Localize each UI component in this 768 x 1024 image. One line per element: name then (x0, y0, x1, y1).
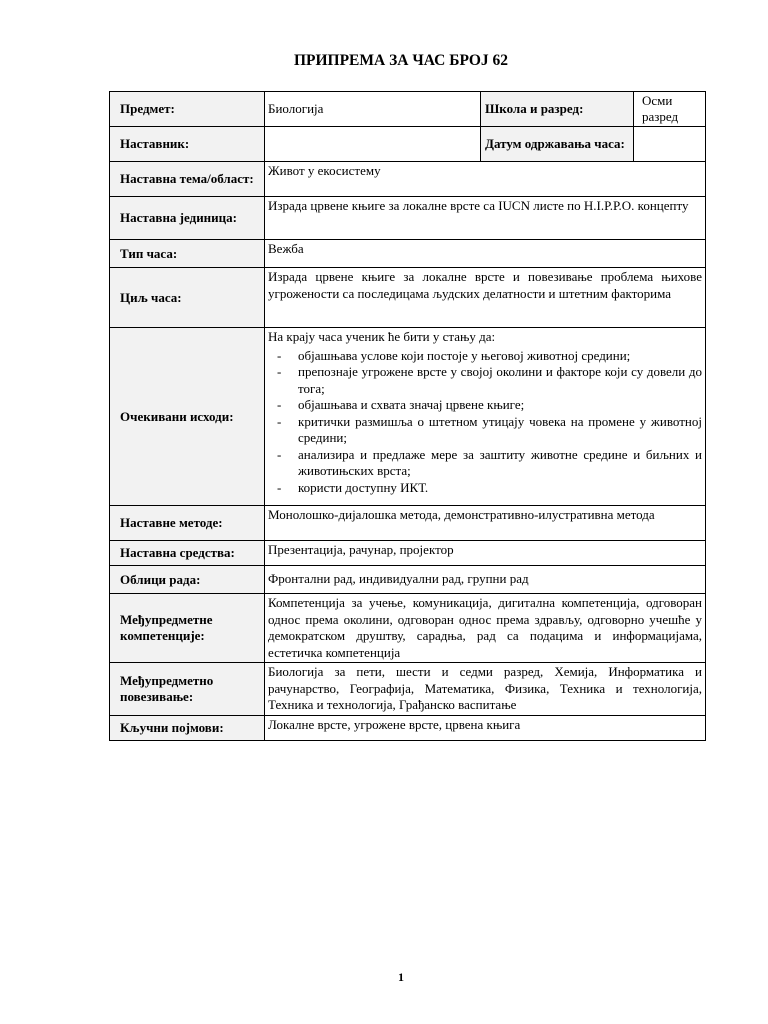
school-label: Школа и разред: (481, 92, 634, 127)
type-label: Тип часа: (110, 240, 265, 268)
row-goal (110, 268, 706, 328)
date-value (634, 127, 706, 162)
row-topic (110, 162, 706, 197)
topic-label: Наставна тема/област: (110, 162, 265, 197)
row-keywords (110, 715, 706, 740)
correlation-value: Биологија за пети, шести и седми разред, Хемија, Информатика и рачунарство, Географија, Математика, Физика, Техника и технологија, Техника и технологија, Грађанско васпитање (265, 663, 706, 716)
row-competences (110, 594, 706, 663)
means-value: Презентација, рачунар, пројектор (265, 541, 706, 566)
outcomes-cell (265, 328, 706, 506)
row-teacher (110, 127, 706, 162)
outcomes-list (268, 348, 702, 497)
date-label: Датум одржавања часа: (481, 127, 634, 162)
outcome-item: - објашњава и схвата значај црвене књиге; (268, 397, 702, 414)
row-subject (110, 92, 706, 127)
page-number: 1 (398, 970, 404, 984)
row-methods (110, 506, 706, 541)
row-correlation (110, 663, 706, 716)
goal-value: Израда црвене књиге за локалне врсте и повезивање проблема њихове угрожености са последицама људских делатности и штетним факторима (265, 268, 706, 328)
forms-label: Облици рада: (110, 566, 265, 594)
forms-value: Фронтални рад, индивидуални рад, групни рад (265, 566, 706, 594)
row-forms (110, 566, 706, 594)
outcome-item: - критички размишља о штетном утицају човека на промене у животној средини; (268, 414, 702, 447)
row-unit (110, 197, 706, 240)
competences-label: Међупредметне компетенције: (110, 594, 265, 663)
unit-value: Израда црвене књиге за локалне врсте са IUCN листе по Н.I.Р.Р.О. концепту (265, 197, 706, 240)
teacher-value (265, 127, 481, 162)
outcomes-label: Очекивани исходи: (110, 328, 265, 506)
methods-value: Монолошко-дијалошка метода, демонстративно-илустративна метода (265, 506, 706, 541)
teacher-label: Наставник: (110, 127, 265, 162)
subject-label: Предмет: (110, 92, 265, 127)
outcome-item: - користи доступну ИКТ. (268, 480, 702, 497)
subject-value: Биологија (265, 92, 481, 127)
outcome-item: - објашњава услове који постоје у његовој животној средини; (268, 348, 702, 365)
competences-value: Компетенција за учење, комуникација, дигитална компетенција, одговоран однос према околини, одговоран однос према здрављу, одговорно учешће у демократском друштву, сарадња, рад са подацима и информацијама, естетичка компетенција (265, 594, 706, 663)
topic-value: Живот у екосистему (265, 162, 706, 197)
outcomes-intro: На крају часа ученик ће бити у стању да: (268, 329, 496, 344)
outcome-item: - препознаје угрожене врсте у својој околини и факторе који су довели до тога; (268, 364, 702, 397)
correlation-label: Међупредметно повезивање: (110, 663, 265, 716)
outcome-item: - анализира и предлаже мере за заштиту животне средине и биљних и животињских врста; (268, 447, 702, 480)
methods-label: Наставне методе: (110, 506, 265, 541)
document-title: ПРИПРЕМА ЗА ЧАС БРОЈ 62 (293, 52, 509, 69)
row-type (110, 240, 706, 268)
grade-value: Осми разред (634, 92, 706, 127)
type-value: Вежба (265, 240, 706, 268)
row-outcomes (110, 328, 706, 506)
row-means (110, 541, 706, 566)
keywords-value: Локалне врсте, угрожене врсте, црвена књига (265, 715, 706, 740)
means-label: Наставна средства: (110, 541, 265, 566)
lesson-plan-table (109, 91, 706, 741)
goal-label: Циљ часа: (110, 268, 265, 328)
keywords-label: Кључни појмови: (110, 715, 265, 740)
unit-label: Наставна јединица: (110, 197, 265, 240)
